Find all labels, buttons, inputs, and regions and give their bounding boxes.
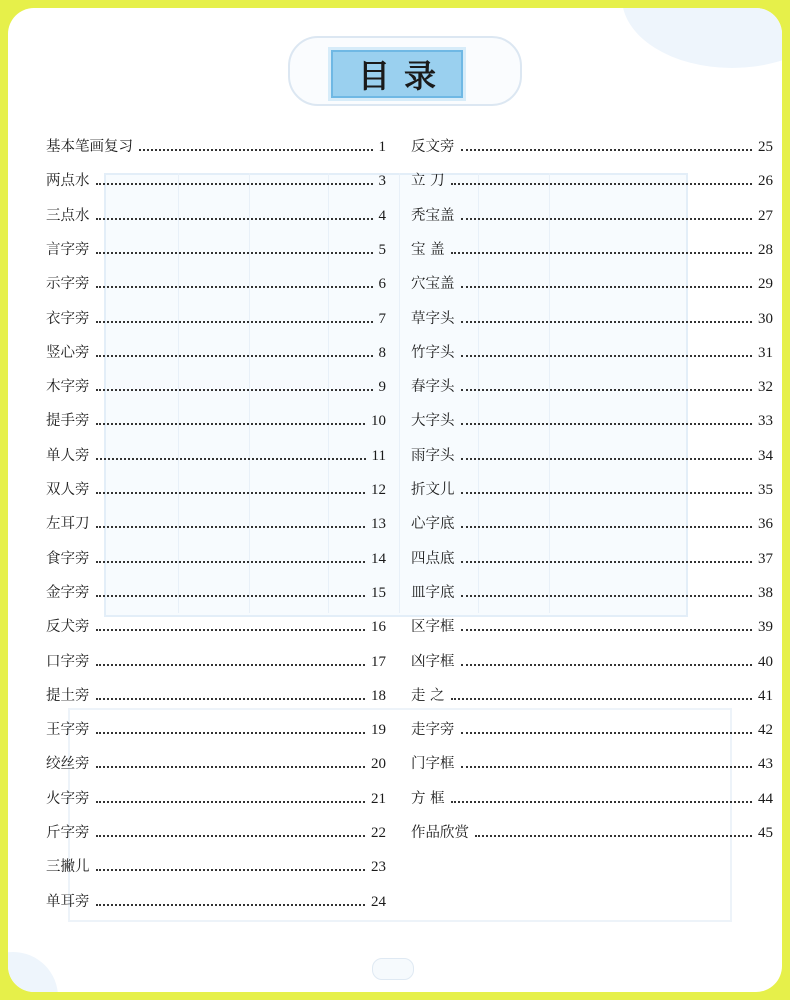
toc-entry[interactable] xyxy=(46,855,386,879)
toc-leader-dots xyxy=(96,720,366,734)
toc-entry-page-number: 28 xyxy=(758,241,773,258)
toc-leader-dots xyxy=(461,652,753,666)
toc-entry-page-number: 15 xyxy=(371,584,386,601)
toc-entry-page-number: 20 xyxy=(371,756,386,773)
toc-leader-dots xyxy=(96,240,373,254)
toc-leader-dots xyxy=(96,514,366,528)
toc-entry-label: 示字旁 xyxy=(46,276,90,293)
toc-leader-dots xyxy=(96,480,366,494)
toc-entry-label: 门字框 xyxy=(411,756,455,773)
toc-leader-dots xyxy=(461,480,753,494)
toc-entry-page-number: 3 xyxy=(378,173,386,190)
toc-entry-label: 反犬旁 xyxy=(46,619,90,636)
toc-entry-label: 区字框 xyxy=(411,619,455,636)
toc-leader-dots xyxy=(96,823,366,837)
toc-leader-dots xyxy=(96,754,366,768)
toc-leader-dots xyxy=(461,446,753,460)
toc-entry-page-number: 13 xyxy=(371,516,386,533)
toc-entry-label: 走 之 xyxy=(411,687,445,704)
toc-entry-label: 言字旁 xyxy=(46,241,90,258)
toc-entry-page-number: 21 xyxy=(371,790,386,807)
toc-entry[interactable] xyxy=(46,890,386,914)
toc-leader-dots xyxy=(96,652,366,666)
toc-entry-label: 提手旁 xyxy=(46,413,90,430)
toc-leader-dots xyxy=(461,411,753,425)
toc-entry-page-number: 42 xyxy=(758,722,773,739)
toc-page xyxy=(8,8,782,992)
toc-entry-label: 皿字底 xyxy=(411,584,455,601)
toc-entry-page-number: 33 xyxy=(758,413,773,430)
toc-entry-label: 双人旁 xyxy=(46,482,90,498)
toc-leader-dots xyxy=(475,823,752,837)
toc-entry-label: 木字旁 xyxy=(46,379,90,396)
toc-entry-label: 反文旁 xyxy=(411,139,455,155)
toc-leader-dots xyxy=(96,206,373,220)
toc-entry[interactable] xyxy=(411,272,773,296)
corner-decoration xyxy=(622,8,782,68)
toc-column-left xyxy=(46,135,386,925)
toc-entry[interactable] xyxy=(46,409,386,433)
toc-entry[interactable] xyxy=(411,341,773,365)
toc-entry-page-number: 10 xyxy=(371,413,386,430)
toc-entry[interactable] xyxy=(411,375,773,399)
toc-leader-dots xyxy=(96,686,366,700)
toc-entry-page-number: 1 xyxy=(378,139,386,155)
toc-leader-dots xyxy=(461,514,753,528)
toc-entry[interactable] xyxy=(411,512,773,536)
toc-entry-label: 王字旁 xyxy=(46,722,90,739)
toc-entry-page-number: 43 xyxy=(758,756,773,773)
toc-entry-page-number: 38 xyxy=(758,584,773,601)
toc-column-right xyxy=(411,135,773,855)
toc-entry-label: 草字头 xyxy=(411,310,455,327)
toc-entry[interactable] xyxy=(411,787,773,811)
toc-entry-label: 四点底 xyxy=(411,550,455,567)
toc-entry[interactable] xyxy=(411,409,773,433)
toc-leader-dots xyxy=(461,617,753,631)
toc-entry[interactable] xyxy=(411,684,773,708)
toc-entry-page-number: 39 xyxy=(758,619,773,636)
toc-entry[interactable] xyxy=(46,787,386,811)
toc-entry-page-number: 14 xyxy=(371,550,386,567)
toc-entry-page-number: 34 xyxy=(758,447,773,464)
toc-entry[interactable] xyxy=(411,615,773,639)
toc-entry-label: 走字旁 xyxy=(411,722,455,739)
toc-leader-dots xyxy=(451,686,752,700)
toc-entry-label: 立 刀 xyxy=(411,173,445,190)
toc-leader-dots xyxy=(96,377,373,391)
toc-entry[interactable] xyxy=(46,547,386,571)
toc-leader-dots xyxy=(96,446,366,460)
toc-entry-page-number: 44 xyxy=(758,790,773,807)
toc-leader-dots xyxy=(139,137,373,151)
toc-entry-label: 三撇儿 xyxy=(46,859,90,876)
toc-leader-dots xyxy=(96,411,366,425)
toc-entry-page-number: 5 xyxy=(378,241,386,258)
toc-entry[interactable] xyxy=(46,444,386,468)
toc-leader-dots xyxy=(461,720,753,734)
toc-entry-page-number: 26 xyxy=(758,173,773,190)
toc-leader-dots xyxy=(96,343,373,357)
toc-entry[interactable] xyxy=(46,615,386,639)
toc-entry[interactable] xyxy=(46,478,386,502)
toc-entry-label: 方 框 xyxy=(411,790,445,807)
toc-entry-page-number: 45 xyxy=(758,825,773,841)
toc-leader-dots xyxy=(96,583,366,597)
toc-entry-page-number: 6 xyxy=(378,276,386,293)
toc-entry[interactable] xyxy=(46,272,386,296)
toc-entry-page-number: 7 xyxy=(378,310,386,327)
toc-entry[interactable] xyxy=(411,204,773,228)
toc-leader-dots xyxy=(451,789,752,803)
toc-leader-dots xyxy=(461,137,753,151)
toc-entry-label: 单人旁 xyxy=(46,447,90,464)
toc-entry-page-number: 25 xyxy=(758,139,773,155)
toc-entry-page-number: 8 xyxy=(378,344,386,361)
toc-entry-page-number: 9 xyxy=(378,379,386,396)
toc-leader-dots xyxy=(96,789,366,803)
toc-entry-page-number: 37 xyxy=(758,550,773,567)
toc-entry[interactable] xyxy=(411,718,773,742)
toc-entry-page-number: 27 xyxy=(758,207,773,224)
toc-entry[interactable] xyxy=(411,238,773,262)
toc-leader-dots xyxy=(461,309,753,323)
toc-leader-dots xyxy=(461,274,753,288)
toc-entry[interactable] xyxy=(46,375,386,399)
toc-entry[interactable] xyxy=(411,650,773,674)
toc-entry-label: 衣字旁 xyxy=(46,310,90,327)
toc-entry-label: 秃宝盖 xyxy=(411,207,455,224)
toc-entry-label: 左耳刀 xyxy=(46,516,90,533)
toc-entry-label: 火字旁 xyxy=(46,790,90,807)
toc-leader-dots xyxy=(96,892,366,906)
toc-entry[interactable] xyxy=(46,821,386,845)
toc-entry-page-number: 24 xyxy=(371,893,386,910)
toc-entry[interactable] xyxy=(411,135,773,159)
toc-entry[interactable] xyxy=(411,821,773,845)
toc-entry-label: 大字头 xyxy=(411,413,455,430)
toc-entry-label: 提土旁 xyxy=(46,687,90,704)
toc-entry-page-number: 19 xyxy=(371,722,386,739)
toc-entry-page-number: 41 xyxy=(758,687,773,704)
corner-decoration xyxy=(8,952,58,992)
page-title: 目录 xyxy=(331,50,463,98)
toc-entry[interactable] xyxy=(46,581,386,605)
toc-entry-label: 口字旁 xyxy=(46,653,90,670)
toc-entry-label: 竖心旁 xyxy=(46,344,90,361)
toc-entry[interactable] xyxy=(46,341,386,365)
toc-entry-page-number: 23 xyxy=(371,859,386,876)
toc-entry[interactable] xyxy=(411,307,773,331)
toc-entry-label: 穴宝盖 xyxy=(411,276,455,293)
toc-entry[interactable] xyxy=(411,581,773,605)
toc-entry-label: 三点水 xyxy=(46,207,90,224)
toc-leader-dots xyxy=(96,617,366,631)
toc-entry-page-number: 22 xyxy=(371,825,386,841)
toc-entry[interactable] xyxy=(46,650,386,674)
toc-entry[interactable] xyxy=(411,547,773,571)
toc-entry[interactable] xyxy=(46,204,386,228)
toc-entry-page-number: 29 xyxy=(758,276,773,293)
toc-leader-dots xyxy=(96,857,366,871)
toc-entry-label: 宝 盖 xyxy=(411,241,445,258)
toc-leader-dots xyxy=(96,171,373,185)
toc-entry-page-number: 30 xyxy=(758,310,773,327)
toc-entry-label: 竹字头 xyxy=(411,344,455,361)
toc-entry-label: 绞丝旁 xyxy=(46,756,90,773)
toc-entry[interactable] xyxy=(411,444,773,468)
toc-entry-label: 凶字框 xyxy=(411,653,455,670)
toc-entry-label: 折文儿 xyxy=(411,482,455,498)
toc-leader-dots xyxy=(461,754,753,768)
toc-entry-page-number: 11 xyxy=(371,447,386,464)
toc-leader-dots xyxy=(461,583,753,597)
toc-entry-page-number: 36 xyxy=(758,516,773,533)
toc-entry[interactable] xyxy=(46,169,386,193)
toc-entry-label: 春字头 xyxy=(411,379,455,396)
toc-entry[interactable] xyxy=(46,135,386,159)
toc-entry-label: 金字旁 xyxy=(46,584,90,601)
toc-entry-page-number: 40 xyxy=(758,653,773,670)
toc-entry[interactable] xyxy=(411,752,773,776)
toc-entry-page-number: 32 xyxy=(758,379,773,396)
toc-leader-dots xyxy=(461,343,753,357)
toc-entry-label: 两点水 xyxy=(46,173,90,190)
toc-leader-dots xyxy=(96,309,373,323)
toc-entry-label: 雨字头 xyxy=(411,447,455,464)
toc-leader-dots xyxy=(451,171,752,185)
toc-leader-dots xyxy=(461,549,753,563)
toc-entry-page-number: 12 xyxy=(371,482,386,498)
toc-entry-page-number: 31 xyxy=(758,344,773,361)
toc-entry-label: 食字旁 xyxy=(46,550,90,567)
toc-entry-label: 斤字旁 xyxy=(46,825,90,841)
toc-leader-dots xyxy=(451,240,752,254)
toc-entry-page-number: 4 xyxy=(378,207,386,224)
toc-leader-dots xyxy=(461,377,753,391)
toc-entry[interactable] xyxy=(411,478,773,502)
toc-entry[interactable] xyxy=(46,718,386,742)
toc-entry[interactable] xyxy=(46,684,386,708)
toc-entry[interactable] xyxy=(46,512,386,536)
toc-entry-label: 基本笔画复习 xyxy=(46,139,133,155)
toc-entry[interactable] xyxy=(46,238,386,262)
toc-leader-dots xyxy=(96,549,366,563)
toc-entry-page-number: 16 xyxy=(371,619,386,636)
toc-entry[interactable] xyxy=(46,307,386,331)
toc-entry-label: 单耳旁 xyxy=(46,893,90,910)
toc-entry-page-number: 17 xyxy=(371,653,386,670)
toc-entry[interactable] xyxy=(46,752,386,776)
toc-entry-label: 心字底 xyxy=(411,516,455,533)
toc-leader-dots xyxy=(96,274,373,288)
toc-entry-label: 作品欣赏 xyxy=(411,825,469,841)
toc-entry[interactable] xyxy=(411,169,773,193)
toc-leader-dots xyxy=(461,206,753,220)
page-number-badge xyxy=(372,958,414,980)
toc-entry-page-number: 35 xyxy=(758,482,773,498)
toc-entry-page-number: 18 xyxy=(371,687,386,704)
